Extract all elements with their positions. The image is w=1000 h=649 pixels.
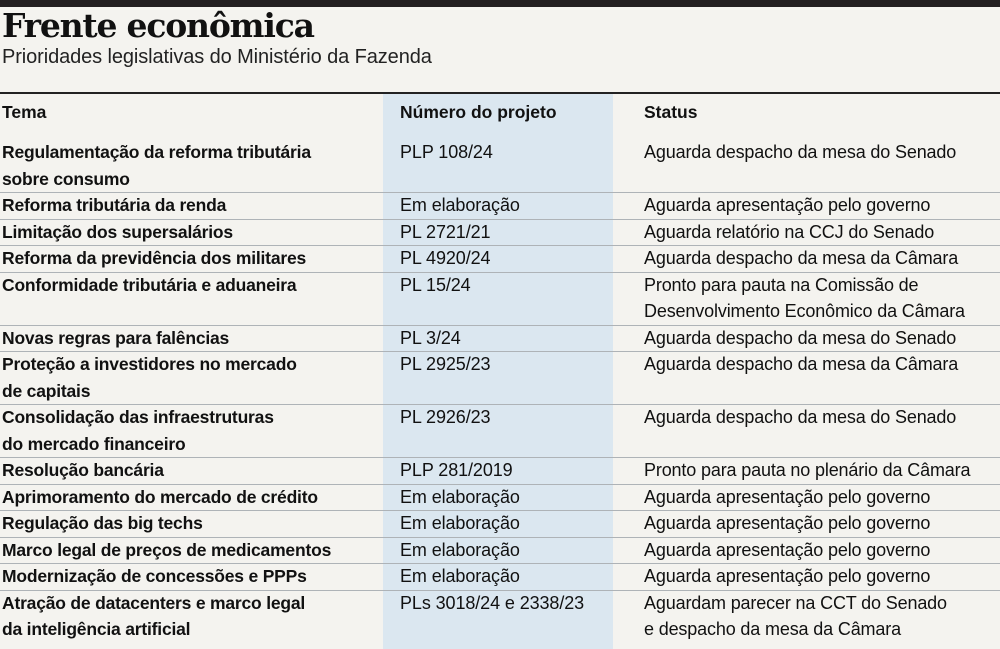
tema-cell-line: da inteligência artificial (2, 619, 191, 639)
tema-cell-line: Reforma tributária da renda (2, 195, 227, 215)
status-cell-line: Aguarda apresentação pelo governo (644, 513, 931, 533)
numero-cell-line: Em elaboração (400, 513, 520, 533)
tema-cell-line: Regulação das big techs (2, 513, 203, 533)
column-header-tema: Tema (2, 102, 47, 122)
table-row (0, 537, 1000, 565)
status-cell (644, 245, 958, 272)
status-cell (644, 351, 958, 378)
tema-cell-line: Modernização de concessões e PPPs (2, 566, 307, 586)
table-row (0, 404, 1000, 458)
status-cell-line: Pronto para pauta na Comissão de (644, 274, 919, 295)
numero-cell (400, 537, 520, 564)
tema-cell-line: sobre consumo (2, 168, 130, 189)
tema-cell (2, 192, 226, 219)
numero-cell (400, 139, 493, 166)
status-cell-line: Aguarda despacho da mesa do Senado (644, 407, 957, 427)
tema-cell (2, 245, 306, 272)
numero-cell-line: PL 4920/24 (400, 248, 491, 268)
tema-cell (2, 272, 296, 299)
status-cell-line: Aguarda apresentação pelo governo (644, 486, 931, 507)
status-cell (644, 510, 930, 537)
table-row (0, 351, 1000, 405)
status-cell-line: Aguarda apresentação pelo governo (644, 566, 931, 586)
table-row (0, 325, 1000, 353)
tema-cell (2, 404, 274, 457)
status-cell (644, 563, 930, 590)
status-cell-line: Aguarda despacho da mesa da Câmara (644, 248, 959, 268)
tema-cell (2, 457, 164, 484)
numero-cell (400, 351, 490, 378)
status-cell-line: Aguarda apresentação pelo governo (644, 195, 931, 215)
table-row (0, 590, 1000, 643)
tema-cell-line: Conformidade tributária e aduaneira (2, 274, 297, 295)
tema-cell-line: Atração de datacenters e marco legal (2, 592, 306, 613)
tema-cell (2, 219, 233, 246)
table-row (0, 457, 1000, 485)
tema-cell (2, 325, 229, 352)
status-cell-line: e despacho da mesa da Câmara (644, 619, 901, 639)
tema-cell-line: de capitais (2, 380, 91, 401)
status-cell (644, 537, 930, 564)
tema-cell-line: Novas regras para falências (2, 327, 230, 348)
numero-cell-line: PLs 3018/24 e 2338/23 (400, 592, 585, 613)
tema-cell-line: Resolução bancária (2, 460, 164, 480)
tema-cell (2, 510, 203, 537)
column-header-numero: Número do projeto (400, 102, 557, 122)
numero-cell (400, 325, 461, 352)
table-row (0, 192, 1000, 220)
numero-cell (400, 272, 471, 299)
table-row (0, 510, 1000, 538)
page-subtitle: Prioridades legislativas do Ministério da Fazenda (2, 46, 432, 68)
numero-cell-line: PL 2925/23 (400, 354, 491, 374)
status-cell (644, 457, 970, 484)
numero-cell-line: Em elaboração (400, 539, 520, 560)
table-row (0, 139, 1000, 193)
numero-cell-line: Em elaboração (400, 195, 520, 215)
numero-cell (400, 590, 584, 617)
numero-cell-line: PLP 281/2019 (400, 460, 513, 480)
tema-cell-line: Reforma da previdência dos militares (2, 248, 307, 268)
tema-cell-line: Proteção a investidores no mercado (2, 354, 297, 374)
numero-cell-line: PL 15/24 (400, 274, 471, 295)
status-cell-line: Pronto para pauta no plenário da Câmara (644, 460, 971, 480)
status-cell-line: Desenvolvimento Econômico da Câmara (644, 301, 965, 321)
status-cell-line: Aguarda despacho da mesa do Senado (644, 327, 957, 348)
tema-cell (2, 537, 331, 564)
numero-cell (400, 510, 520, 537)
numero-cell-line: PL 2721/21 (400, 221, 491, 242)
numero-cell (400, 245, 490, 272)
numero-cell-line: PL 3/24 (400, 327, 461, 348)
tema-cell (2, 484, 318, 511)
numero-cell (400, 219, 490, 246)
table-row (0, 245, 1000, 273)
numero-cell (400, 484, 520, 511)
tema-cell (2, 590, 305, 643)
table-row (0, 563, 1000, 591)
status-cell-line: Aguarda despacho da mesa da Câmara (644, 354, 959, 374)
numero-cell (400, 457, 513, 484)
table-row (0, 219, 1000, 247)
numero-cell (400, 563, 520, 590)
status-cell (644, 325, 956, 352)
status-cell-line: Aguarda relatório na CCJ do Senado (644, 221, 935, 242)
numero-cell-line: Em elaboração (400, 566, 520, 586)
status-cell (644, 484, 930, 511)
tema-cell-line: Limitação dos supersalários (2, 221, 233, 242)
page-title: Frente econômica (2, 6, 314, 45)
numero-cell-line: PLP 108/24 (400, 142, 493, 162)
tema-cell (2, 139, 311, 192)
table-row (0, 484, 1000, 512)
numero-cell-line: PL 2926/23 (400, 407, 491, 427)
status-cell (644, 192, 930, 219)
tema-cell (2, 563, 307, 590)
status-cell-line: Aguardam parecer na CCT do Senado (644, 592, 947, 613)
status-cell (644, 219, 934, 246)
tema-cell-line: Aprimoramento do mercado de crédito (2, 486, 318, 507)
numero-cell (400, 192, 520, 219)
column-header-status: Status (644, 102, 698, 122)
tema-cell (2, 351, 297, 404)
tema-cell-line: do mercado financeiro (2, 433, 186, 454)
status-cell (644, 590, 947, 643)
status-cell-line: Aguarda despacho da mesa do Senado (644, 142, 957, 162)
numero-cell (400, 404, 490, 431)
status-cell-line: Aguarda apresentação pelo governo (644, 539, 931, 560)
status-cell (644, 404, 956, 431)
tema-cell-line: Marco legal de preços de medicamentos (2, 539, 332, 560)
table-row (0, 272, 1000, 326)
tema-cell-line: Consolidação das infraestruturas (2, 407, 274, 427)
status-cell (644, 139, 956, 166)
tema-cell-line: Regulamentação da reforma tributária (2, 142, 311, 162)
numero-cell-line: Em elaboração (400, 486, 520, 507)
status-cell (644, 272, 965, 325)
